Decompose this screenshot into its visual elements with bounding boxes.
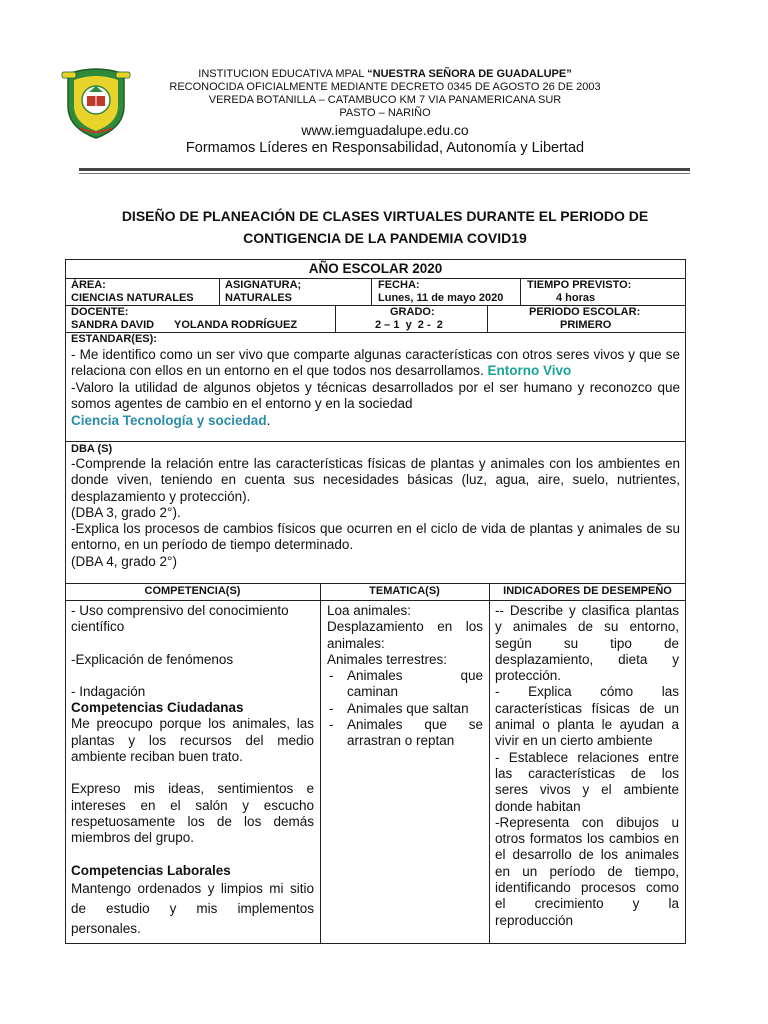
standard-2: -Valoro la utilidad de algunos objetos y técnicas desarrollados por el ser humano y reconozco que somos agentes de cambio en el entorno y en la sociedad <box>71 380 680 412</box>
competencia-ciudadana-2: Expreso mis ideas, sentimientos e intereses en el salón y escucho respetuosamente los de los demás miembros del grupo. <box>71 781 314 846</box>
standard-2-tag-end: . <box>266 413 271 428</box>
col-divider <box>320 583 321 944</box>
title-line-1: DISEÑO DE PLANEACIÓN DE CLASES VIRTUALES DURANTE EL PERIODO DE <box>121 208 649 224</box>
competencias-ciudadanas-title: Competencias Ciudadanas <box>71 700 244 716</box>
document-title <box>80 205 690 249</box>
subject-value: NATURALES <box>225 292 293 304</box>
list-item: - Animales que saltan <box>327 701 483 717</box>
title-line-2: CONTIGENCIA DE LA PANDEMIA COVID19 <box>243 230 527 246</box>
dba-1-ref: (DBA 3, grado 2°). <box>71 505 181 520</box>
grade-value: 2 – 1 y 2 - 2 <box>375 319 443 331</box>
motto: Formamos Líderes en Responsabilidad, Autonomía y Libertad <box>185 140 585 156</box>
time-value: 4 horas <box>556 292 596 304</box>
header-indicadores: INDICADORES DE DESEMPEÑO <box>503 585 672 597</box>
subject-label: ASIGNATURA; <box>225 279 302 291</box>
institution-name-line <box>150 68 620 81</box>
competencias-laborales-title: Competencias Laborales <box>71 862 231 878</box>
row-divider <box>65 441 686 442</box>
competencia-2: -Explicación de fenómenos <box>71 651 234 667</box>
dba-2-ref: (DBA 4, grado 2°) <box>71 554 177 569</box>
school-crest-logo <box>60 66 132 140</box>
standard-1-tag: Entorno Vivo <box>487 363 572 379</box>
indicador-4: -Representa con dibujos u otros formatos los cambios en el desarrollo de los animales en un período de tiempo, identificando procesos como el crecimiento y la reproducción <box>495 814 679 928</box>
tema-list <box>327 668 483 749</box>
indicadores-cell <box>495 603 679 929</box>
list-item: - Animales que se arrastran o reptan <box>327 717 483 750</box>
competencia-ciudadana-1: Me preocupo porque los animales, las plantas y los recursos del medio ambiente reciban buen trato. <box>71 716 314 765</box>
standard-1-text: - Me identifico como un ser vivo que comparte algunas características con otros seres vivos y que se relaciona con ellos en un entorno en el que todos nos desarrollamos. <box>71 347 680 379</box>
decree-line: RECONOCIDA OFICIALMENTE MEDIANTE DECRETO 0345 DE AGOSTO 26 DE 2003 <box>169 81 601 93</box>
institution-prefix: INSTITUCION EDUCATIVA MPAL <box>198 68 368 80</box>
header-competencias: COMPETENCIA(S) <box>144 585 241 597</box>
indicador-1: -- Describe y clasifica plantas y animales de su entorno, según su tipo de desplazamiento, dieta y protección. <box>495 603 679 684</box>
area-label: ÁREA: <box>71 279 106 291</box>
city-line: PASTO – NARIÑO <box>339 107 431 119</box>
time-label: TIEMPO PREVISTO: <box>527 279 632 291</box>
row-divider <box>65 583 686 584</box>
dba-2: -Explica los procesos de cambios físicos que ocurren en el ciclo de vida de plantas y animales de su entorno, en un período de tiempo determinado. <box>71 521 680 553</box>
period-label: PERIODO ESCOLAR: <box>529 306 641 318</box>
standard-2-tag: Ciencia Tecnología y sociedad <box>71 413 267 428</box>
period-value: PRIMERO <box>560 319 612 331</box>
indicador-3: - Establece relaciones entre las características de los seres vivos y el ambiente donde habitan <box>495 749 679 814</box>
col-divider <box>335 305 336 332</box>
institution-name: “NUESTRA SEÑORA DE GUADALUPE” <box>367 68 572 80</box>
row-divider <box>65 332 686 333</box>
teacher-label: DOCENTE: <box>71 306 129 318</box>
col-divider <box>487 305 488 332</box>
tema-2: Desplazamiento en los animales: <box>327 619 483 651</box>
grade-label: GRADO: <box>390 306 435 318</box>
dba-1: -Comprende la relación entre las características físicas de plantas y animales con los ambientes en donde viven, teniendo en cuenta sus necesidades básicas (luz, agua, aire, suelo, nutrientes, desplazamiento y protección). <box>71 456 680 504</box>
address-line: VEREDA BOTANILLA – CATAMBUCO KM 7 VIA PANAMERICANA SUR <box>208 94 562 106</box>
header-divider-thin <box>79 173 690 174</box>
list-item: - Animales que caminan <box>327 668 483 701</box>
date-value: Lunes, 11 de mayo 2020 <box>378 292 504 304</box>
teacher-name-1: SANDRA DAVID <box>71 319 155 331</box>
standards-label: ESTANDAR(ES): <box>71 333 157 345</box>
website-link[interactable]: www.iemguadalupe.edu.co <box>301 122 469 138</box>
standard-1 <box>71 347 680 380</box>
col-divider <box>489 583 490 944</box>
school-year: AÑO ESCOLAR 2020 <box>308 261 443 276</box>
standard-2-tag-line <box>71 413 680 429</box>
row-divider <box>65 600 686 601</box>
competencia-3: - Indagación <box>71 683 146 699</box>
competencia-1: - Uso comprensivo del conocimiento científico <box>71 603 289 635</box>
teacher-name-2: YOLANDA RODRÍGUEZ <box>174 319 298 331</box>
col-divider <box>520 278 521 305</box>
institution-header <box>150 68 620 157</box>
col-divider <box>219 278 220 305</box>
header-tematicas: TEMATICA(S) <box>369 585 440 597</box>
tema-3: Animales terrestres: <box>327 651 448 667</box>
competencia-laboral-1: Mantengo ordenados y limpios mi sitio de estudio y mis implementos personales. <box>71 880 314 936</box>
tema-1: Loa animales: <box>327 603 412 618</box>
dba-label: DBA (S) <box>71 443 113 455</box>
competencias-cell <box>71 603 314 939</box>
header-divider <box>79 168 690 171</box>
col-divider <box>371 278 372 305</box>
date-label: FECHA: <box>378 279 420 291</box>
tematicas-cell <box>327 603 483 750</box>
indicador-2: - Explica cómo las características físicas de un animal o planta le ayudan a vivir en un cierto ambiente <box>495 684 679 749</box>
area-value: CIENCIAS NATURALES <box>71 292 194 304</box>
